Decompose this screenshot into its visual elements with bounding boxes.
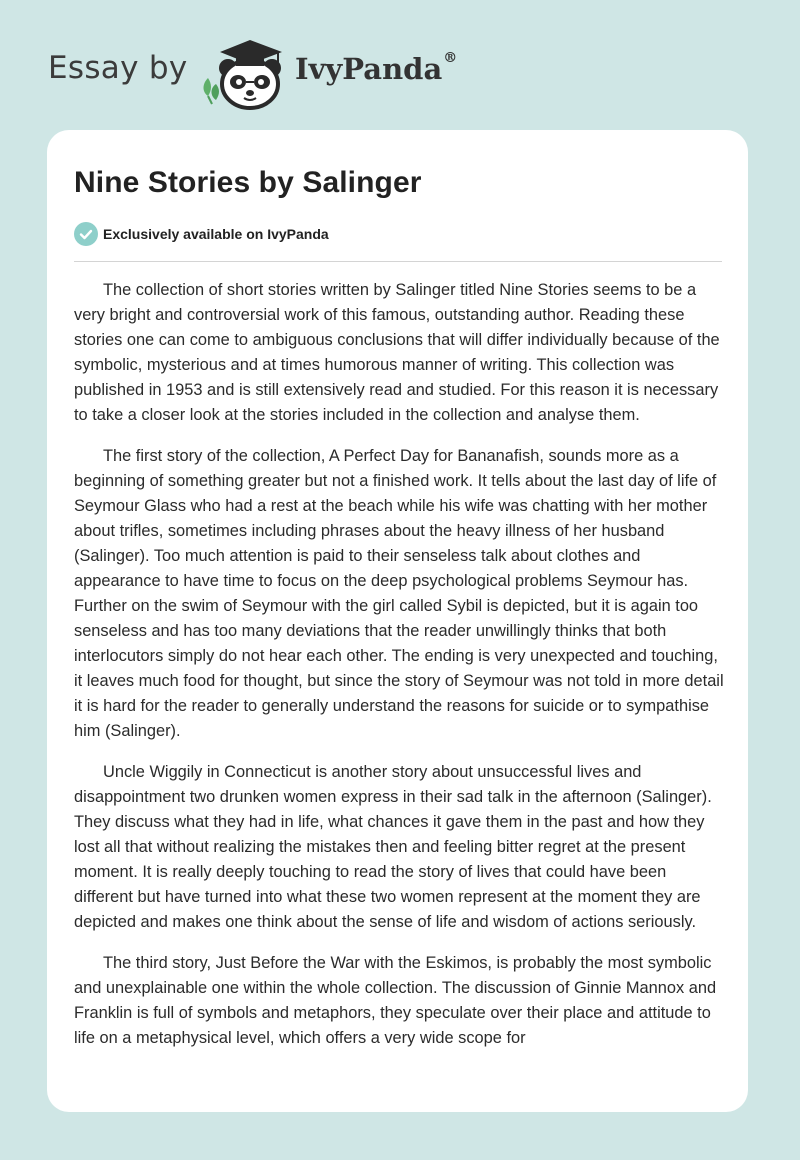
brand-name[interactable]: [295, 52, 457, 86]
exclusive-badge-label: Exclusively available on IvyPanda: [103, 226, 329, 242]
panda-logo-icon[interactable]: [198, 34, 298, 112]
title-divider: [74, 261, 722, 262]
essay-card: [47, 130, 748, 1112]
exclusive-badge: [74, 222, 329, 246]
registered-mark: ®: [443, 50, 458, 66]
paragraph: The collection of short stories written by Salinger titled Nine Stories seems to be a very bright and controversial work of this famous, outstanding author. Reading these stories one can come to ambiguous conclusions that will differ individually because of the symbolic, mysterious and at times humorous manner of writing. This collection was published in 1953 and is still extensively read and studied. For this reason it is necessary to take a closer look at the stories included in the collection and analyse them.: [74, 281, 720, 424]
page-title: Nine Stories by Salinger: [74, 166, 422, 199]
essay-by-label: Essay by: [48, 50, 188, 86]
brand-name-text: IvyPanda: [295, 52, 443, 86]
site-header: [48, 34, 748, 114]
paragraph: Uncle Wiggily in Connecticut is another story about unsuccessful lives and disappointment two drunken women express in their sad talk in the afternoon (Salinger). They discuss what they had in life, what chances it gave them in the past and how they lost all that without realizing the mistakes then and feeling bitter regret at the present moment. It is really deeply touching to read the story of lives that could have been different but have turned into what these two women represent at the moment they are depicted and makes one think about the sense of life and wisdom of actions seriously.: [74, 763, 712, 931]
essay-body: [74, 278, 724, 1067]
paragraph: The first story of the collection, A Perfect Day for Bananafish, sounds more as a beginning of something greater but not a finished work. It tells about the last day of life of Seymour Glass who had a rest at the beach while his wife was chatting with her mother about trifles, sometimes including phrases about the heavy illness of her husband (Salinger). Too much attention is paid to their senseless talk about clothes and appearance to have time to focus on the deep psychological problems Seymour has. Further on the swim of Seymour with the girl called Sybil is depicted, but it is again too senseless and has too many deviations that the reader unwillingly thinks that both interlocutors simply do not hear each other. The ending is very unexpected and touching, it leaves much food for thought, but since the story of Seymour was not told in more detail it is hard for the reader to generally understand the reasons for suicide or to sympathise him (Salinger).: [74, 447, 724, 740]
paragraph: The third story, Just Before the War with the Eskimos, is probably the most symbolic and unexplainable one within the whole collection. The discussion of Ginnie Mannox and Franklin is full of symbols and metaphors, they speculate over their place and attitude to life on a metaphysical level, which offers a very wide scope for: [74, 954, 717, 1047]
check-circle-icon: [74, 222, 98, 246]
